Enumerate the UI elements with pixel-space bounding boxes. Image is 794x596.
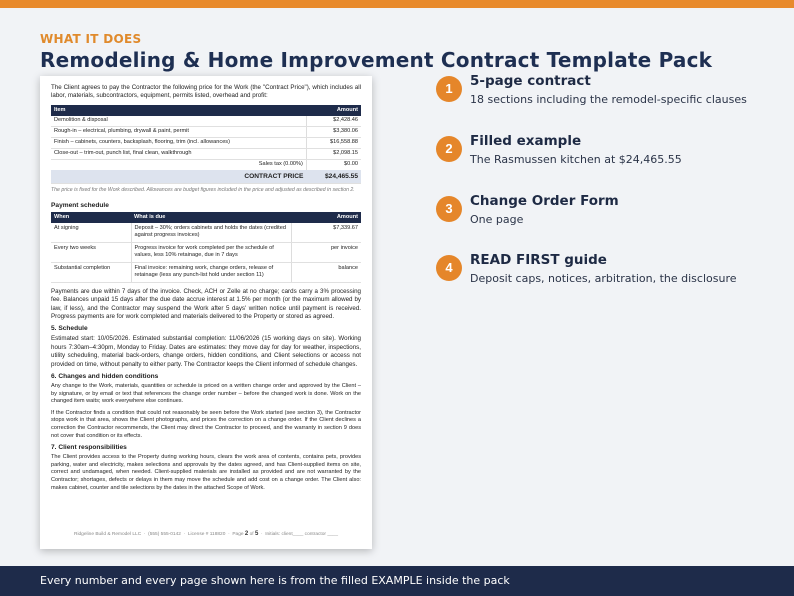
page-title: Remodeling & Home Improvement Contract Template Pack [40,48,713,72]
section-6-heading: 6. Changes and hidden conditions [51,373,159,381]
feature-subtitle: 18 sections including the remodel-specific clauses [470,93,747,106]
feature-title: 5-page contract [470,73,591,89]
total-row [51,170,361,184]
payment-header-when: When [51,212,131,223]
table-row [51,126,361,137]
feature-title: Filled example [470,133,582,149]
bottom-banner [0,566,794,596]
payment-table [51,212,361,283]
price-intro: The Client agrees to pay the Contractor the following price for the Work (the "Contract Price"), which includes all labor, materials, subcontractors, equipment, permits listed, overhead and profit: [51,84,361,100]
price-note: The price is fixed for the Work described. Allowances are budget figures included in the price and adjusted as described in section 2. [51,186,355,193]
footer-page-total: 5 [254,531,259,537]
feature-subtitle: One page [470,213,524,226]
price-table [51,105,361,184]
section-5-text: Estimated start: 10/05/2026. Estimated substantial completion: 11/06/2026 (15 working days on site). Working hours 7:30am–4:30pm, Monday to Friday. Dates are estimates: they move day for day for weather, inspections, utility scheduling, material back-orders, change orders, hidden conditions, and Client selections or access not provided on time, without penalty to either party. The Contractor keeps the Client informed of schedule changes. [51,335,361,368]
payment-heading: Payment schedule [51,201,109,209]
feature-subtitle: Deposit caps, notices, arbitration, the disclosure [470,272,737,285]
payment-amount: balance [291,262,361,282]
price-header-item: Item [51,105,306,116]
table-row [51,148,361,159]
feature-number-badge: 3 [436,196,462,222]
payment-header-amount: Amount [291,212,361,223]
footer-page-of: of [249,532,254,537]
footer-company: Ridgeline Build & Remodel LLC [73,532,142,537]
total-label: CONTRACT PRICE [51,170,306,184]
feature-number-badge: 1 [436,76,462,102]
feature-number-badge: 2 [436,136,462,162]
feature-title: Change Order Form [470,193,619,209]
price-amount: $3,380.06 [306,126,361,137]
price-amount: $16,558.88 [306,137,361,148]
document-footer: Ridgeline Build & Remodel LLC · (555) 555-0142 · License # 118820 · Page 2 of 5 · Initials: client____ contractor ____ [73,531,339,537]
payment-what: Deposit – 30%; orders cabinets and holds the dates (credited against progress invoices) [131,223,291,243]
tax-value: $0.00 [306,159,361,170]
footer-initials: Initials: client____ contractor ____ [265,532,339,537]
payment-terms: Payments are due within 7 days of the invoice. Check, ACH or Zelle at no charge; cards carry a 3% processing fee. Balances unpaid 15 days after the due date accrue interest at 1.5% per month (or the maximum allowed by law, if less), and the Contractor may suspend the Work after 5 days' written notice until payment is received. Progress payments are for work completed and materials delivered to the Property or stored as agreed. [51,287,361,321]
table-row [51,223,361,243]
top-accent-bar [0,0,794,8]
footer-page-num: 2 [244,531,249,537]
contract-page-preview [40,76,372,549]
payment-when: Substantial completion [51,262,131,282]
payment-amount: $7,339.67 [291,223,361,243]
feature-number-badge: 4 [436,255,462,281]
bottom-note: Every number and every page shown here is from the filled EXAMPLE inside the pack [40,574,510,587]
table-row [51,137,361,148]
payment-when: Every two weeks [51,242,131,262]
section-7-text: The Client provides access to the Property during working hours, clears the work area of contents, contains pets, provides parking, water and electricity, makes selections and approvals by the dates agreed, and has Client-supplied items on site, correct and undamaged, when needed. Client-supplied materials are installed as provided and are not warranted by the Contractor; shortages, defects or delays in them may move the schedule and add cost on a change order. The Client also: makes cabinet, counter and tile selections by the dates in the attached Scope of Work. [51,454,361,491]
price-header-amount: Amount [306,105,361,116]
table-row [51,262,361,282]
footer-phone: (555) 555-0142 [148,532,181,537]
payment-header-what: What is due [131,212,291,223]
price-item: Finish – cabinets, counters, backsplash, flooring, trim (incl. allowances) [51,137,306,148]
payment-when: At signing [51,223,131,243]
price-amount: $2,098.15 [306,148,361,159]
footer-page-prefix: Page [232,532,244,537]
eyebrow-label: WHAT IT DOES [40,32,142,46]
price-item: Rough-in – electrical, plumbing, drywall & paint, permit [51,126,306,137]
tax-row [51,159,361,170]
price-item: Demolition & disposal [51,116,306,127]
footer-license: License # 118820 [187,532,226,537]
total-value: $24,465.55 [306,170,361,184]
price-item: Close-out – trim-out, punch list, final clean, walkthrough [51,148,306,159]
table-row [51,242,361,262]
section-7-heading: 7. Client responsibilities [51,444,127,452]
feature-title: READ FIRST guide [470,252,607,268]
payment-what: Final invoice: remaining work, change orders, release of retainage (less any punch-list hold under section 11) [131,262,291,282]
table-row [51,116,361,127]
payment-what: Progress invoice for work completed per the schedule of values, less 10% retainage, due in 7 days [131,242,291,262]
feature-subtitle: The Rasmussen kitchen at $24,465.55 [470,153,682,166]
payment-amount: per invoice [291,242,361,262]
section-6-text-1: Any change to the Work, materials, quantities or schedule is priced on a written change order and approved by the Client – by signature, or by email or text that references the change order number – before the changed work is done. Work on the changed item waits; work everywhere else continues. [51,383,361,405]
section-5-heading: 5. Schedule [51,325,88,333]
tax-label: Sales tax (0.00%) [258,161,303,168]
section-6-text-2: If the Contractor finds a condition that could not reasonably be seen before the Work started (see section 3), the Contractor stops work in that area, shows the Client photographs, and prices the correction on a change order. If the Client declines a correction the Contractor recommends, the Client may direct the Contractor to proceed, and the warranty in section 9 does not cover that condition or its effects. [51,409,361,439]
price-amount: $2,428.46 [306,116,361,127]
